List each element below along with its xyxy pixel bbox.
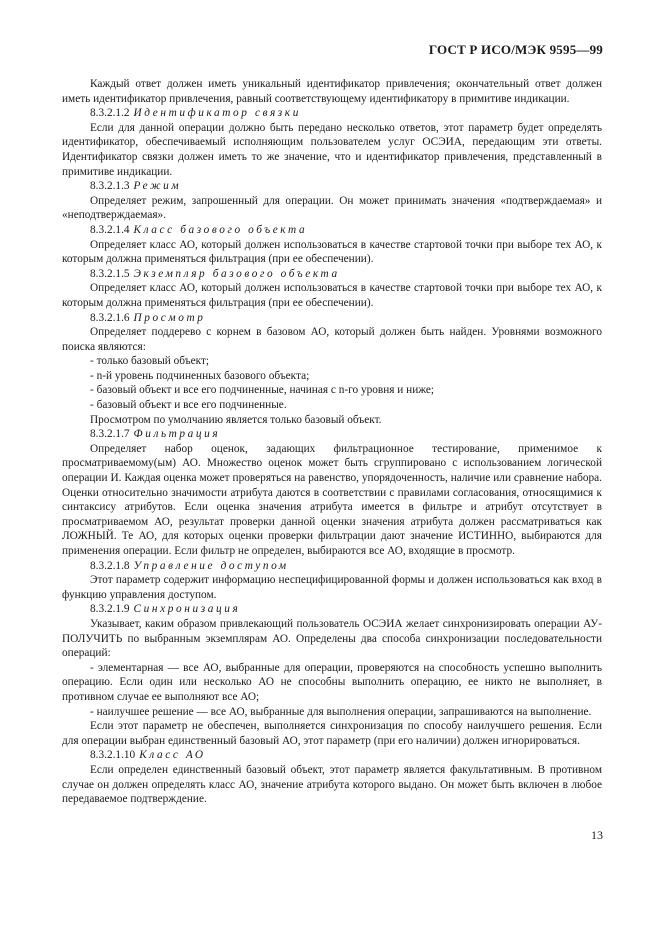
section-number: 8.3.2.1.7: [90, 428, 130, 441]
paragraph: Определяет поддерево с корнем в базовом АО, который должен быть найден. Уровнями возможного поиска являются:: [62, 326, 602, 353]
section-number: 8.3.2.1.4: [90, 223, 130, 236]
list-item: - наилучшее решение — все АО, выбранные для выполнения операции, запрашиваются на выполнение.: [90, 705, 592, 718]
section-title: Управление доступом: [133, 559, 289, 572]
section-number: 8.3.2.1.8: [90, 559, 130, 572]
document-body: [62, 77, 602, 807]
section-title: Класс АО: [139, 749, 206, 762]
section-title: Режим: [133, 180, 182, 193]
paragraph: Просмотром по умолчанию является только базовый объект.: [90, 413, 382, 426]
paragraph: Если для данной операции должно быть передано несколько ответов, этот параметр будет определять идентификатор, обеспечиваемый исполняющим пользователем услуг ОСЭИА, передающим эти ответы. Идентификатор связки должен иметь то же значение, что и идентификатор привлечения, представленный в примитиве индикации.: [62, 121, 602, 178]
paragraph: Каждый ответ должен иметь уникальный идентификатор привлечения; окончательный ответ должен иметь идентификатор привлечения, равный соответствующему идентификатору в примитиве индикации.: [62, 78, 602, 105]
list-item: - базовый объект и все его подчиненные.: [90, 399, 287, 412]
section-heading: [62, 179, 602, 194]
section-heading: [62, 602, 602, 617]
paragraph: Определяет класс АО, который должен использоваться в качестве стартовой точки при выборе тех АО, к которым должна применяться фильтрация (при ее обеспечении).: [62, 238, 602, 266]
section-heading: [62, 311, 602, 326]
section-title: Синхронизация: [133, 603, 241, 616]
section-heading: [62, 748, 602, 763]
paragraph: Если этот параметр не обеспечен, выполняется синхронизация по способу наилучшего решения. Если для операции выбран единственный базовый АО, этот параметр (при его наличии) должен игнорироваться.: [62, 720, 602, 747]
paragraph: Определяет набор оценок, задающих фильтрационное тестирование, применимое к просматриваемому(ым) АО. Множество оценок может быть сгруппировано с использованием логической операции И. Каждая оценка может проверяться на равенство, упорядоченность, наличие или сравнение набора. Оценки относительно значимости атрибута даются в соответствии с правилами согласования, относящимися к синтаксису атрибутов. Если оценка значения атрибута имеется в фильтре и атрибут отсутствует в просматриваемом АО, результат проверки данной оценки значения атрибута должен рассматриваться как ЛОЖНЫЙ. Те АО, для которых оценки проверки фильтрации дают значение ИСТИННО, выбираются для применения операции. Если фильтр не определен, выбираются все АО, входящие в просмотр.: [62, 442, 602, 557]
list-item: - только базовый объект;: [90, 355, 210, 368]
section-title: Идентификатор связки: [133, 107, 301, 120]
section-number: 8.3.2.1.6: [90, 311, 130, 324]
section-title: Просмотр: [133, 311, 206, 324]
paragraph: Если определен единственный базовый объект, этот параметр является факультативным. В противном случае он должен определять класс АО, значение атрибута которого выдано. Он может быть включен в любое передаваемое подтверждение.: [62, 763, 602, 806]
section-heading: [62, 267, 602, 282]
paragraph: Этот параметр содержит информацию неспецифицированной формы и должен использоваться как вход в функцию управления доступом.: [62, 574, 602, 601]
section-heading: [62, 559, 602, 574]
list-item: - элементарная — все АО, выбранные для операции, проверяются на способность успешно выполнить операцию. Если один или несколько АО не способны выполнить операцию, ее никто не выполняет, в противном случае ее выполняют все АО;: [62, 661, 602, 703]
section-number: 8.3.2.1.2: [90, 107, 130, 120]
page-number: 13: [591, 828, 603, 842]
section-title: Экземпляр базового объекта: [133, 267, 340, 280]
paragraph: Определяет класс АО, который должен использоваться в качестве стартовой точки при выборе тех АО, к которым должна применяться фильтрация (при ее обеспечении).: [62, 282, 602, 309]
section-heading: [62, 106, 602, 121]
document-header: ГОСТ Р ИСО/МЭК 9595—99: [428, 42, 603, 57]
section-number: 8.3.2.1.9: [90, 603, 130, 616]
paragraph: Определяет режим, запрошенный для операции. Он может принимать значения «подтверждаемая» и «неподтверждаемая».: [62, 194, 602, 222]
list-item: - базовый объект и все его подчиненные, начиная с n-го уровня и ниже;: [90, 384, 435, 397]
section-number: 8.3.2.1.5: [90, 267, 130, 280]
section-heading: [62, 223, 602, 238]
section-title: Фильтрация: [133, 428, 221, 441]
list-item: - n-й уровень подчиненных базового объекта;: [90, 369, 310, 382]
section-title: Класс базового объекта: [133, 223, 308, 236]
section-heading: [62, 427, 602, 442]
section-number: 8.3.2.1.3: [90, 180, 130, 193]
section-number: 8.3.2.1.10: [90, 749, 136, 762]
paragraph: Указывает, каким образом привлекающий пользователь ОСЭИА желает синхронизировать операции АУ-ПОЛУЧИТЬ по выбранным экземплярам АО. Определены два способа синхронизации последовательности операций:: [62, 617, 602, 660]
